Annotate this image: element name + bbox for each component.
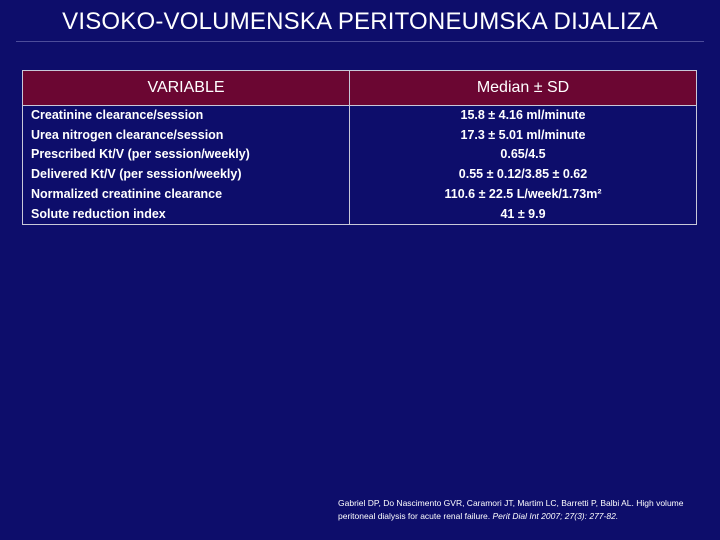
citation-text: Gabriel DP, Do Nascimento GVR, Caramori JT, Martim LC, Barretti P, Balbi AL. High volume peritoneal dialysis for acute renal failure. [338, 498, 684, 521]
value-cell: 17.3 ± 5.01 ml/minute [350, 126, 697, 146]
value-cell: 0.55 ± 0.12/3.85 ± 0.62 [350, 165, 697, 185]
results-table [22, 70, 697, 225]
table-row [23, 205, 697, 225]
slide-title: VISOKO-VOLUMENSKA PERITONEUMSKA DIJALIZA [62, 8, 658, 35]
value-cell: 0.65/4.5 [350, 145, 697, 165]
citation-journal: Perit Dial Int 2007; 27(3): 277-82. [492, 511, 619, 521]
table-row [23, 126, 697, 146]
table-row [23, 106, 697, 126]
value-cell: 110.6 ± 22.5 L/week/1.73m² [350, 185, 697, 205]
table-row [23, 185, 697, 205]
citation [338, 497, 708, 523]
variable-cell: Normalized creatinine clearance [23, 185, 350, 205]
variable-cell: Prescribed Kt/V (per session/weekly) [23, 145, 350, 165]
table-row [23, 145, 697, 165]
value-cell: 15.8 ± 4.16 ml/minute [350, 106, 697, 126]
variable-cell: Creatinine clearance/session [23, 106, 350, 126]
title-divider [16, 41, 704, 42]
variable-cell: Urea nitrogen clearance/session [23, 126, 350, 146]
table-header-row [23, 71, 697, 106]
header-variable: VARIABLE [23, 71, 350, 106]
header-median-sd: Median ± SD [350, 71, 697, 106]
variable-cell: Delivered Kt/V (per session/weekly) [23, 165, 350, 185]
value-cell: 41 ± 9.9 [350, 205, 697, 225]
variable-cell: Solute reduction index [23, 205, 350, 225]
table-row [23, 165, 697, 185]
